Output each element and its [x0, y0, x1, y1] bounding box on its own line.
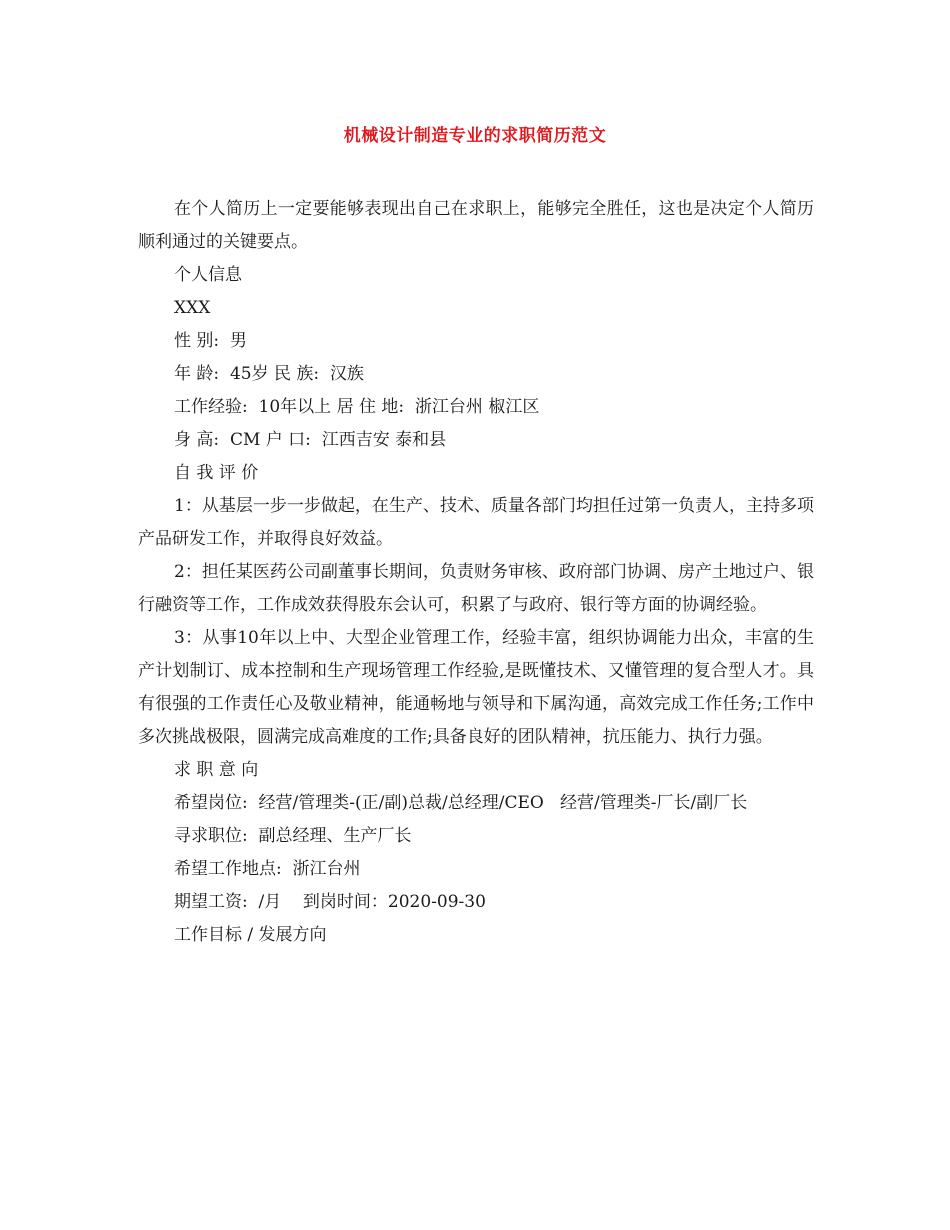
evaluation-item-1: 1：从基层一步一步做起，在生产、技术、质量各部门均担任过第一负责人，主持多项产品研发工作，并取得良好效益。 — [138, 496, 814, 549]
section-heading-personal-info: 个人信息 — [174, 265, 242, 285]
gender-line: 性 别: 男 — [174, 331, 247, 351]
intro-paragraph: 在个人简历上一定要能够表现出自己在求职上，能够完全胜任，这也是决定个人简历顺利通过的关键要点。 — [138, 199, 814, 252]
sought-position-line: 寻求职位: 副总经理、生产厂长 — [174, 826, 412, 846]
document-title: 机械设计制造专业的求职简历范文 — [343, 126, 607, 146]
evaluation-item-3: 3：从事10年以上中、大型企业管理工作，经验丰富，组织协调能力出众，丰富的生产计划制订、成本控制和生产现场管理工作经验,是既懂技术、又懂管理的复合型人才。具有很强的工作责任心及敬业精神，能通畅地与领导和下属沟通，高效完成工作任务;工作中多次挑战极限，圆满完成高难度的工作;具备良好的团队精神，抗压能力、执行力强。 — [138, 628, 814, 747]
height-hukou-line: 身 高: CM 户 口: 江西吉安 泰和县 — [174, 430, 447, 450]
section-heading-job-intention: 求 职 意 向 — [174, 760, 259, 780]
evaluation-item-2: 2：担任某医药公司副董事长期间，负责财务审核、政府部门协调、房产土地过户、银行融资等工作，工作成效获得股东会认可，积累了与政府、银行等方面的协调经验。 — [138, 562, 814, 615]
desired-position-line: 希望岗位: 经营/管理类-(正/副)总裁/总经理/CEO 经营/管理类-厂长/副厂长 — [174, 793, 748, 813]
salary-start-date-line: 期望工资: /月 到岗时间：2020-09-30 — [174, 892, 486, 912]
section-heading-career-goals: 工作目标 / 发展方向 — [174, 925, 327, 945]
section-heading-self-evaluation: 自 我 评 价 — [174, 463, 259, 483]
desired-location-line: 希望工作地点: 浙江台州 — [174, 859, 361, 879]
age-ethnicity-line: 年 龄: 45岁 民 族: 汉族 — [174, 364, 364, 384]
document-body — [138, 193, 814, 952]
experience-residence-line: 工作经验: 10年以上 居 住 地: 浙江台州 椒江区 — [174, 397, 540, 417]
name-line: XXX — [174, 298, 211, 318]
